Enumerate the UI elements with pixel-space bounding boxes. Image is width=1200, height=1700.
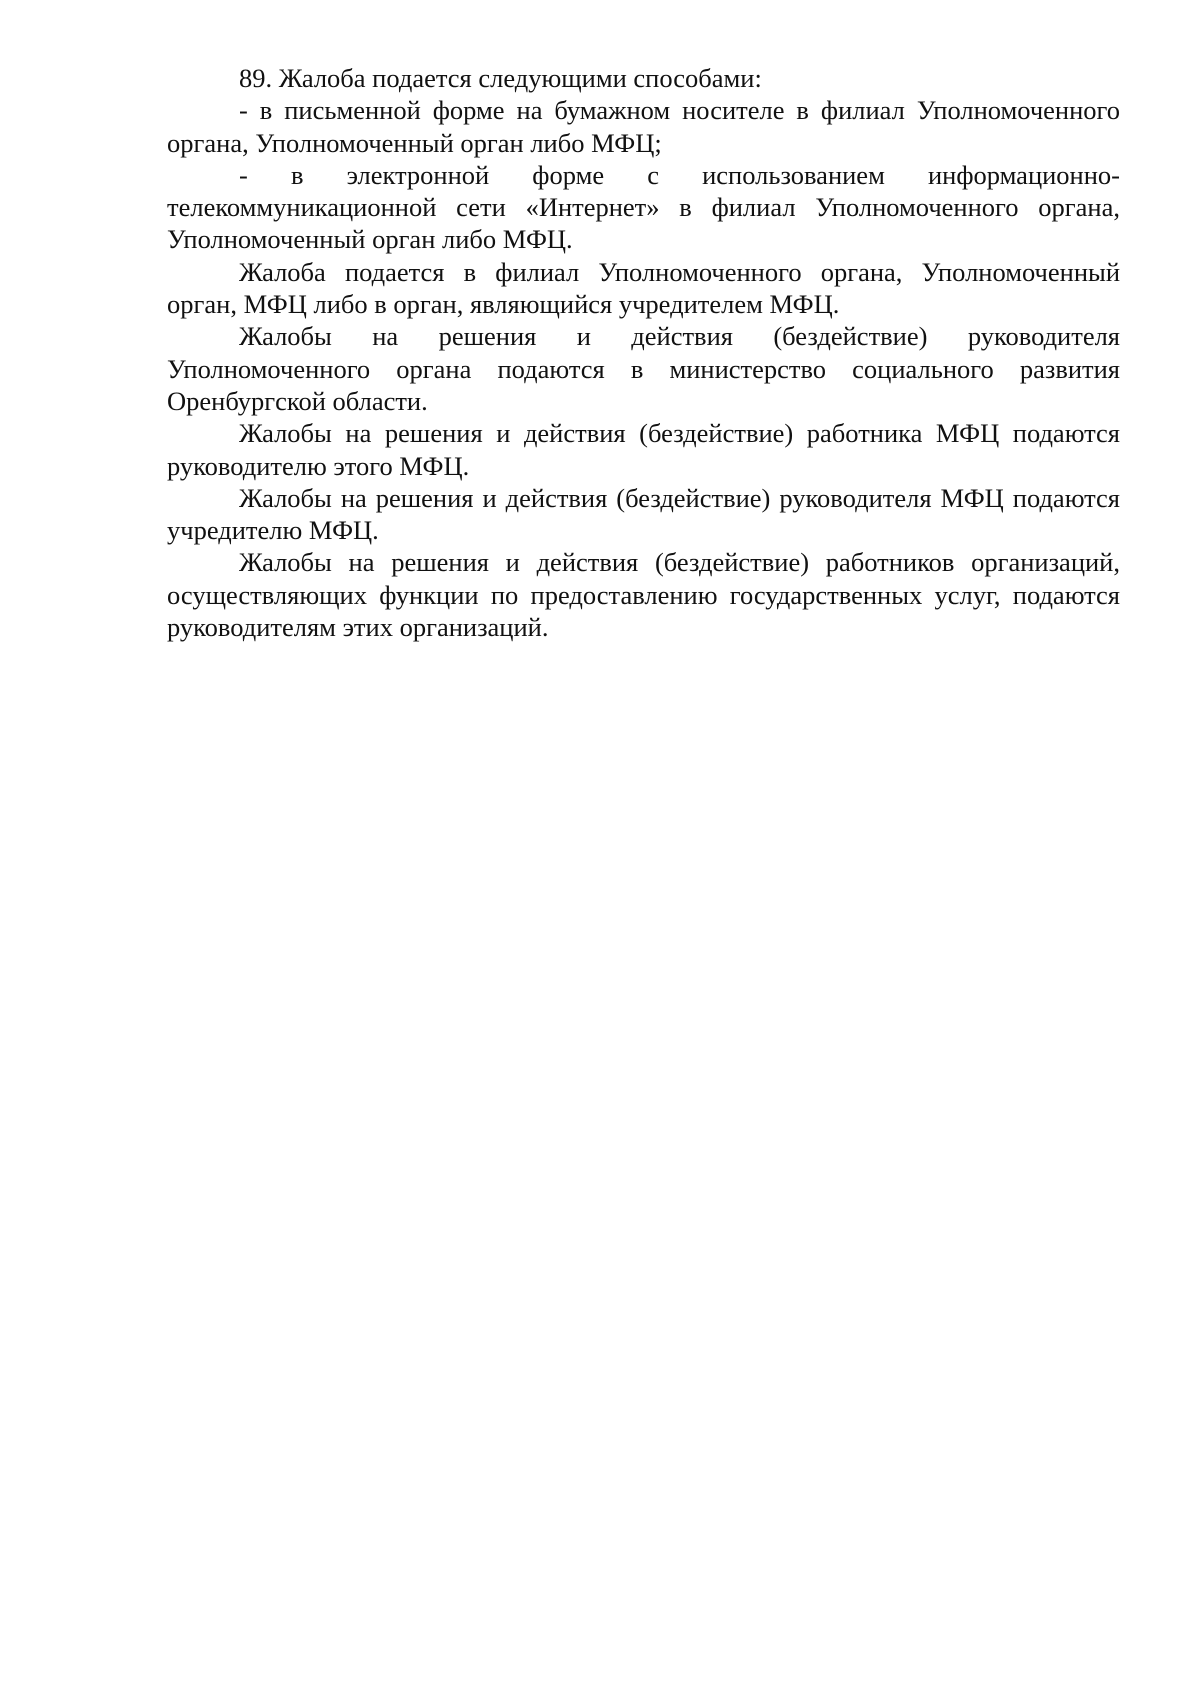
paragraph-paper-form: - в письменной форме на бумажном носителе в филиал Уполномоченного органа, Уполномоченный орган либо МФЦ; [167,95,1120,158]
paragraph-complaint-methods-intro: 89. Жалоба подается следующими способами: [239,63,762,93]
paragraph-electronic-form: - в электронной форме с использованием информационно-телекоммуникационной сети «Интернет» в филиал Уполномоченного органа, Уполномоченный орган либо МФЦ. [167,159,1120,255]
paragraph-head-of-authority-complaints: Жалобы на решения и действия (бездействие) руководителя Уполномоченного органа подаются в министерство социального развития Оренбургской области. [167,321,1120,416]
paragraph-complaint-recipients: Жалоба подается в филиал Уполномоченного органа, Уполномоченный орган, МФЦ либо в орган, являющийся учредителем МФЦ. [167,256,1120,320]
paragraph-organization-employee-complaints: Жалобы на решения и действия (бездействие) работников организаций, осуществляющих функции по предоставлению государственных услуг, подаются руководителям этих организаций. [167,547,1120,643]
paragraph-mfc-head-complaints: Жалобы на решения и действия (бездействие) руководителя МФЦ подаются учредителю МФЦ. [167,482,1120,546]
document-body [167,62,1120,643]
paragraph-mfc-employee-complaints: Жалобы на решения и действия (бездействие) работника МФЦ подаются руководителю этого МФЦ. [167,418,1120,481]
